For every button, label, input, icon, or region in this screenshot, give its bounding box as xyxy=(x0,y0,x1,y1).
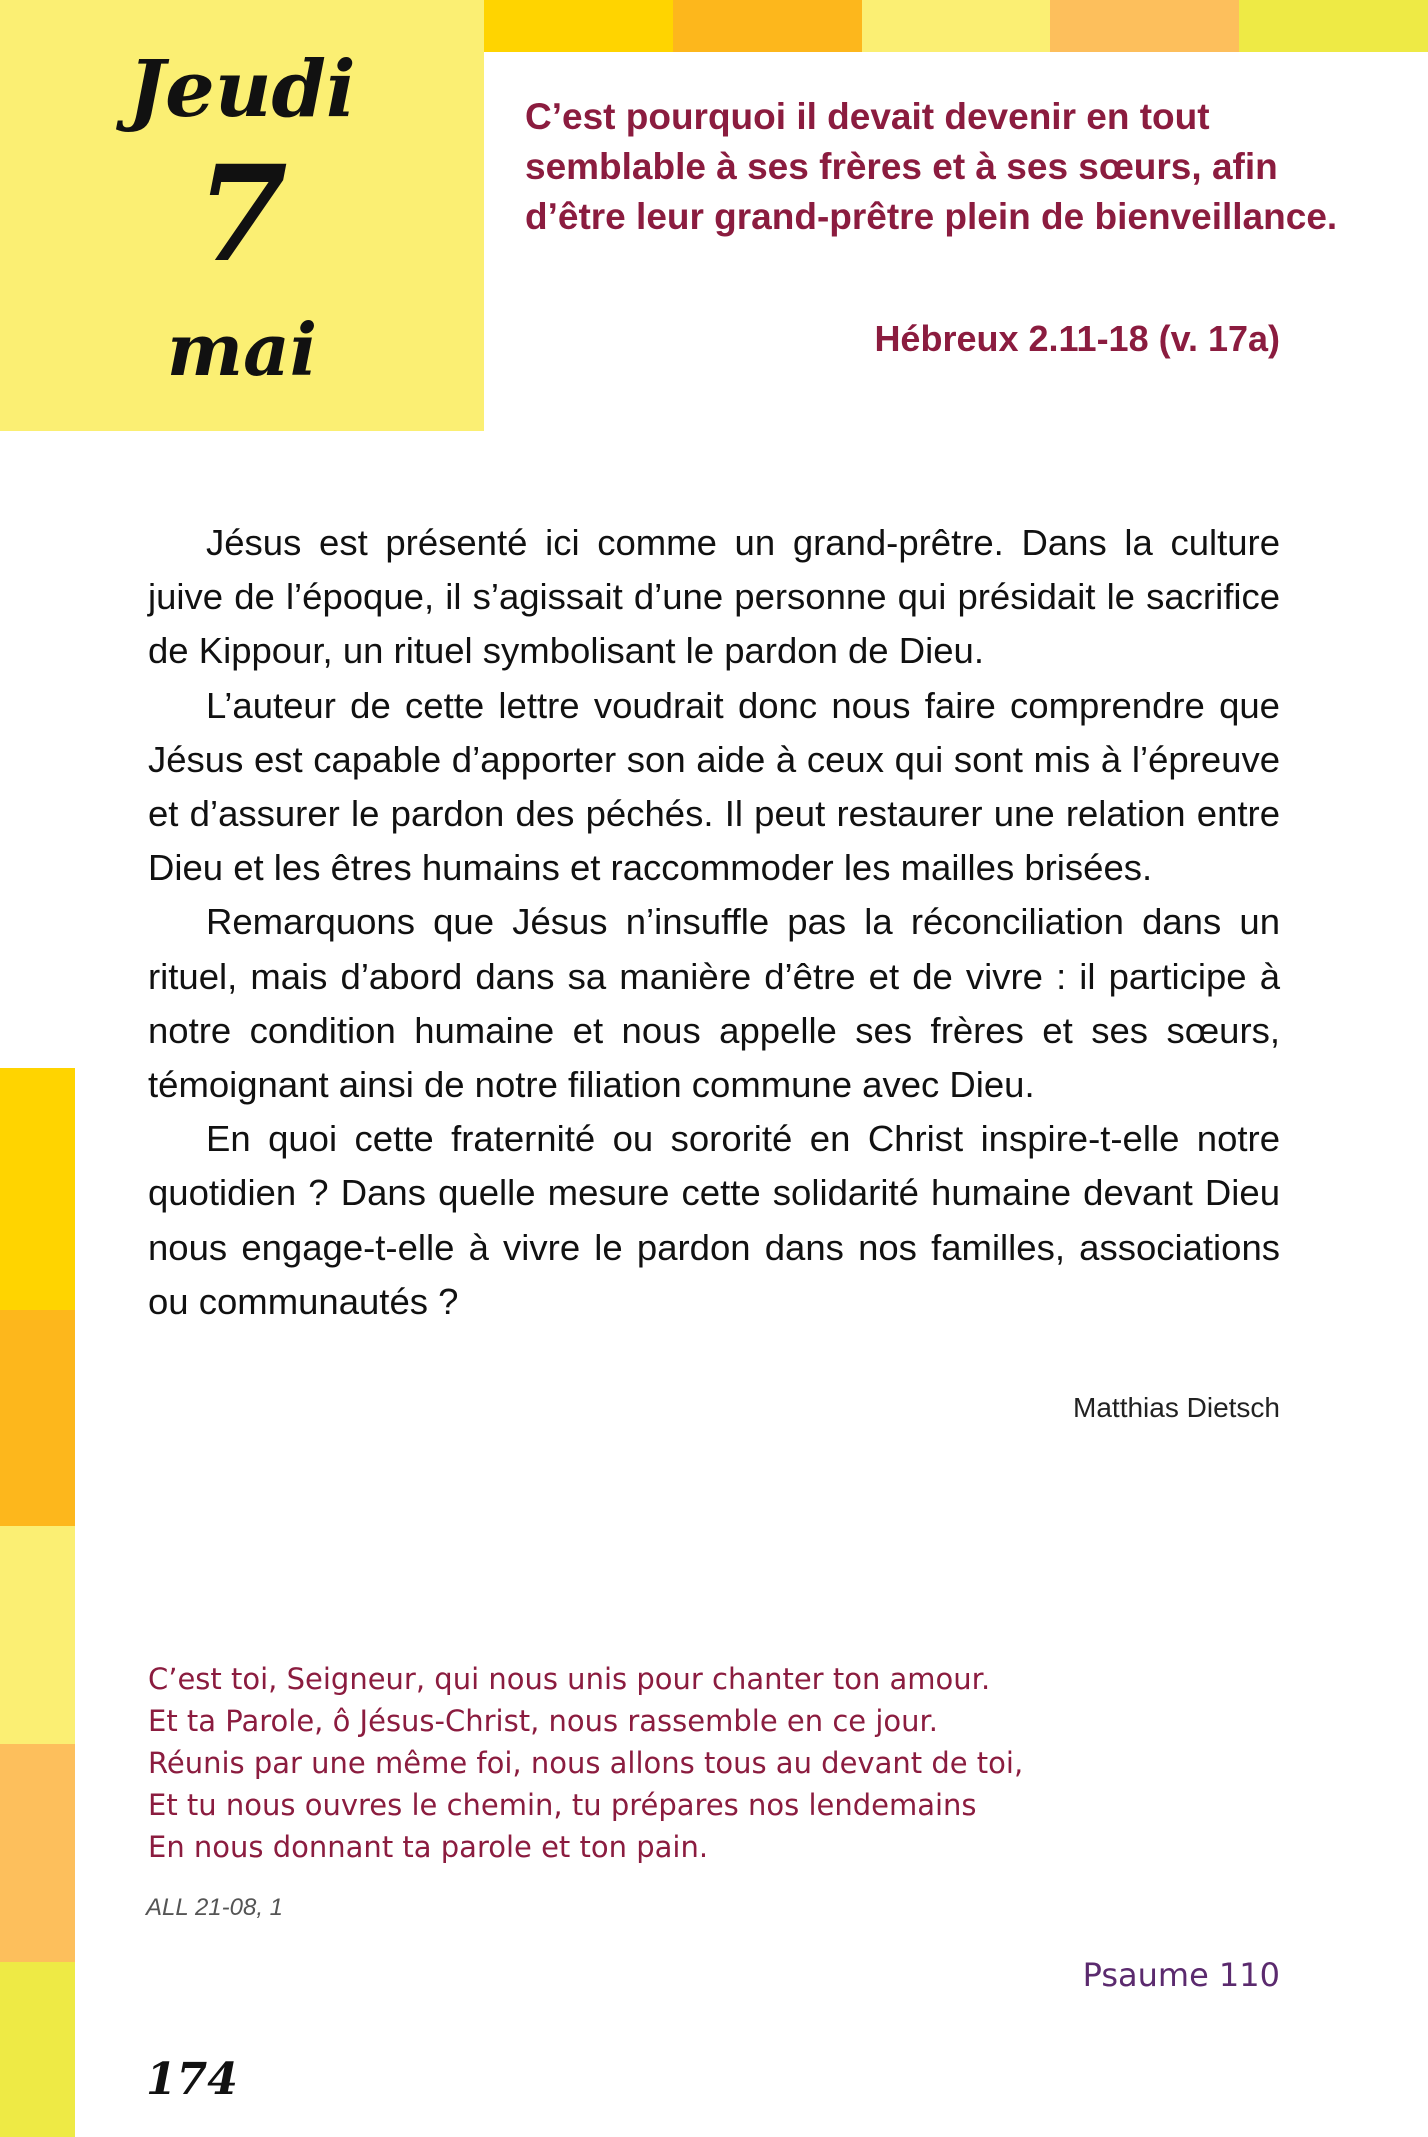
top-strip xyxy=(1050,0,1239,52)
left-color-strips xyxy=(0,1068,75,2137)
psalm-reference: Psaume 110 xyxy=(1082,1956,1280,1994)
top-strip xyxy=(862,0,1051,52)
hymn-line: Réunis par une même foi, nous allons tous au devant de toi, xyxy=(148,1746,1024,1780)
date-number: 7 xyxy=(196,137,288,292)
left-strip xyxy=(0,1744,75,1962)
hymn-reference: ALL 21-08, 1 xyxy=(146,1894,284,1921)
left-strip xyxy=(0,1962,75,2137)
verse-text: C’est pourquoi il devait devenir en tout semblable à ses frères et à ses sœurs, afin d’être leur grand-prêtre plein de bienveillance. xyxy=(525,96,1338,237)
hymn xyxy=(148,1658,1148,1868)
paragraph: Remarquons que Jésus n’insuffle pas la réconciliation dans un rituel, mais d’abord dans sa manière d’être et de vivre : il participe à notre condition humaine et nous appelle ses frères et ses sœurs, témoignant ainsi de notre filiation commune avec Dieu. xyxy=(148,901,1280,1106)
top-color-strips xyxy=(484,0,1428,52)
date-day: Jeudi xyxy=(128,44,356,135)
date-block xyxy=(0,0,484,431)
left-strip xyxy=(0,1068,75,1310)
hymn-line: En nous donnant ta parole et ton pain. xyxy=(148,1830,709,1864)
meditation-text xyxy=(148,516,1280,1329)
hymn-line: Et tu nous ouvres le chemin, tu prépares nos lendemains xyxy=(148,1788,977,1822)
paragraph: En quoi cette fraternité ou sororité en Christ inspire-t-elle notre quotidien ? Dans quelle mesure cette solidarité humaine devant Dieu nous engage-t-elle à vivre le pardon dans nos familles, associations ou communautés ? xyxy=(148,1118,1280,1322)
top-strip xyxy=(673,0,862,52)
author-name: Matthias Dietsch xyxy=(1073,1392,1280,1423)
paragraph: L’auteur de cette lettre voudrait donc nous faire comprendre que Jésus est capable d’apporter son aide à ceux qui sont mis à l’épreuve et d’assurer le pardon des péchés. Il peut restaurer une relation entre Dieu et les êtres humains et raccommoder les mailles brisées. xyxy=(148,684,1280,889)
paragraph: Jésus est présenté ici comme un grand-prêtre. Dans la culture juive de l’époque, il s’agissait d’une personne qui présidait le sacrifice de Kippour, un rituel symbolisant le pardon de Dieu. xyxy=(148,522,1280,672)
left-strip xyxy=(0,1526,75,1744)
page-number: 174 xyxy=(146,2054,238,2105)
verse-reference: Hébreux 2.11-18 (v. 17a) xyxy=(874,318,1280,359)
top-strip xyxy=(484,0,673,52)
left-strip xyxy=(0,1310,75,1526)
hymn-line: Et ta Parole, ô Jésus-Christ, nous rassemble en ce jour. xyxy=(148,1704,938,1738)
date-month: mai xyxy=(166,307,318,392)
hymn-line: C’est toi, Seigneur, qui nous unis pour chanter ton amour. xyxy=(148,1662,991,1696)
top-strip xyxy=(1239,0,1428,52)
